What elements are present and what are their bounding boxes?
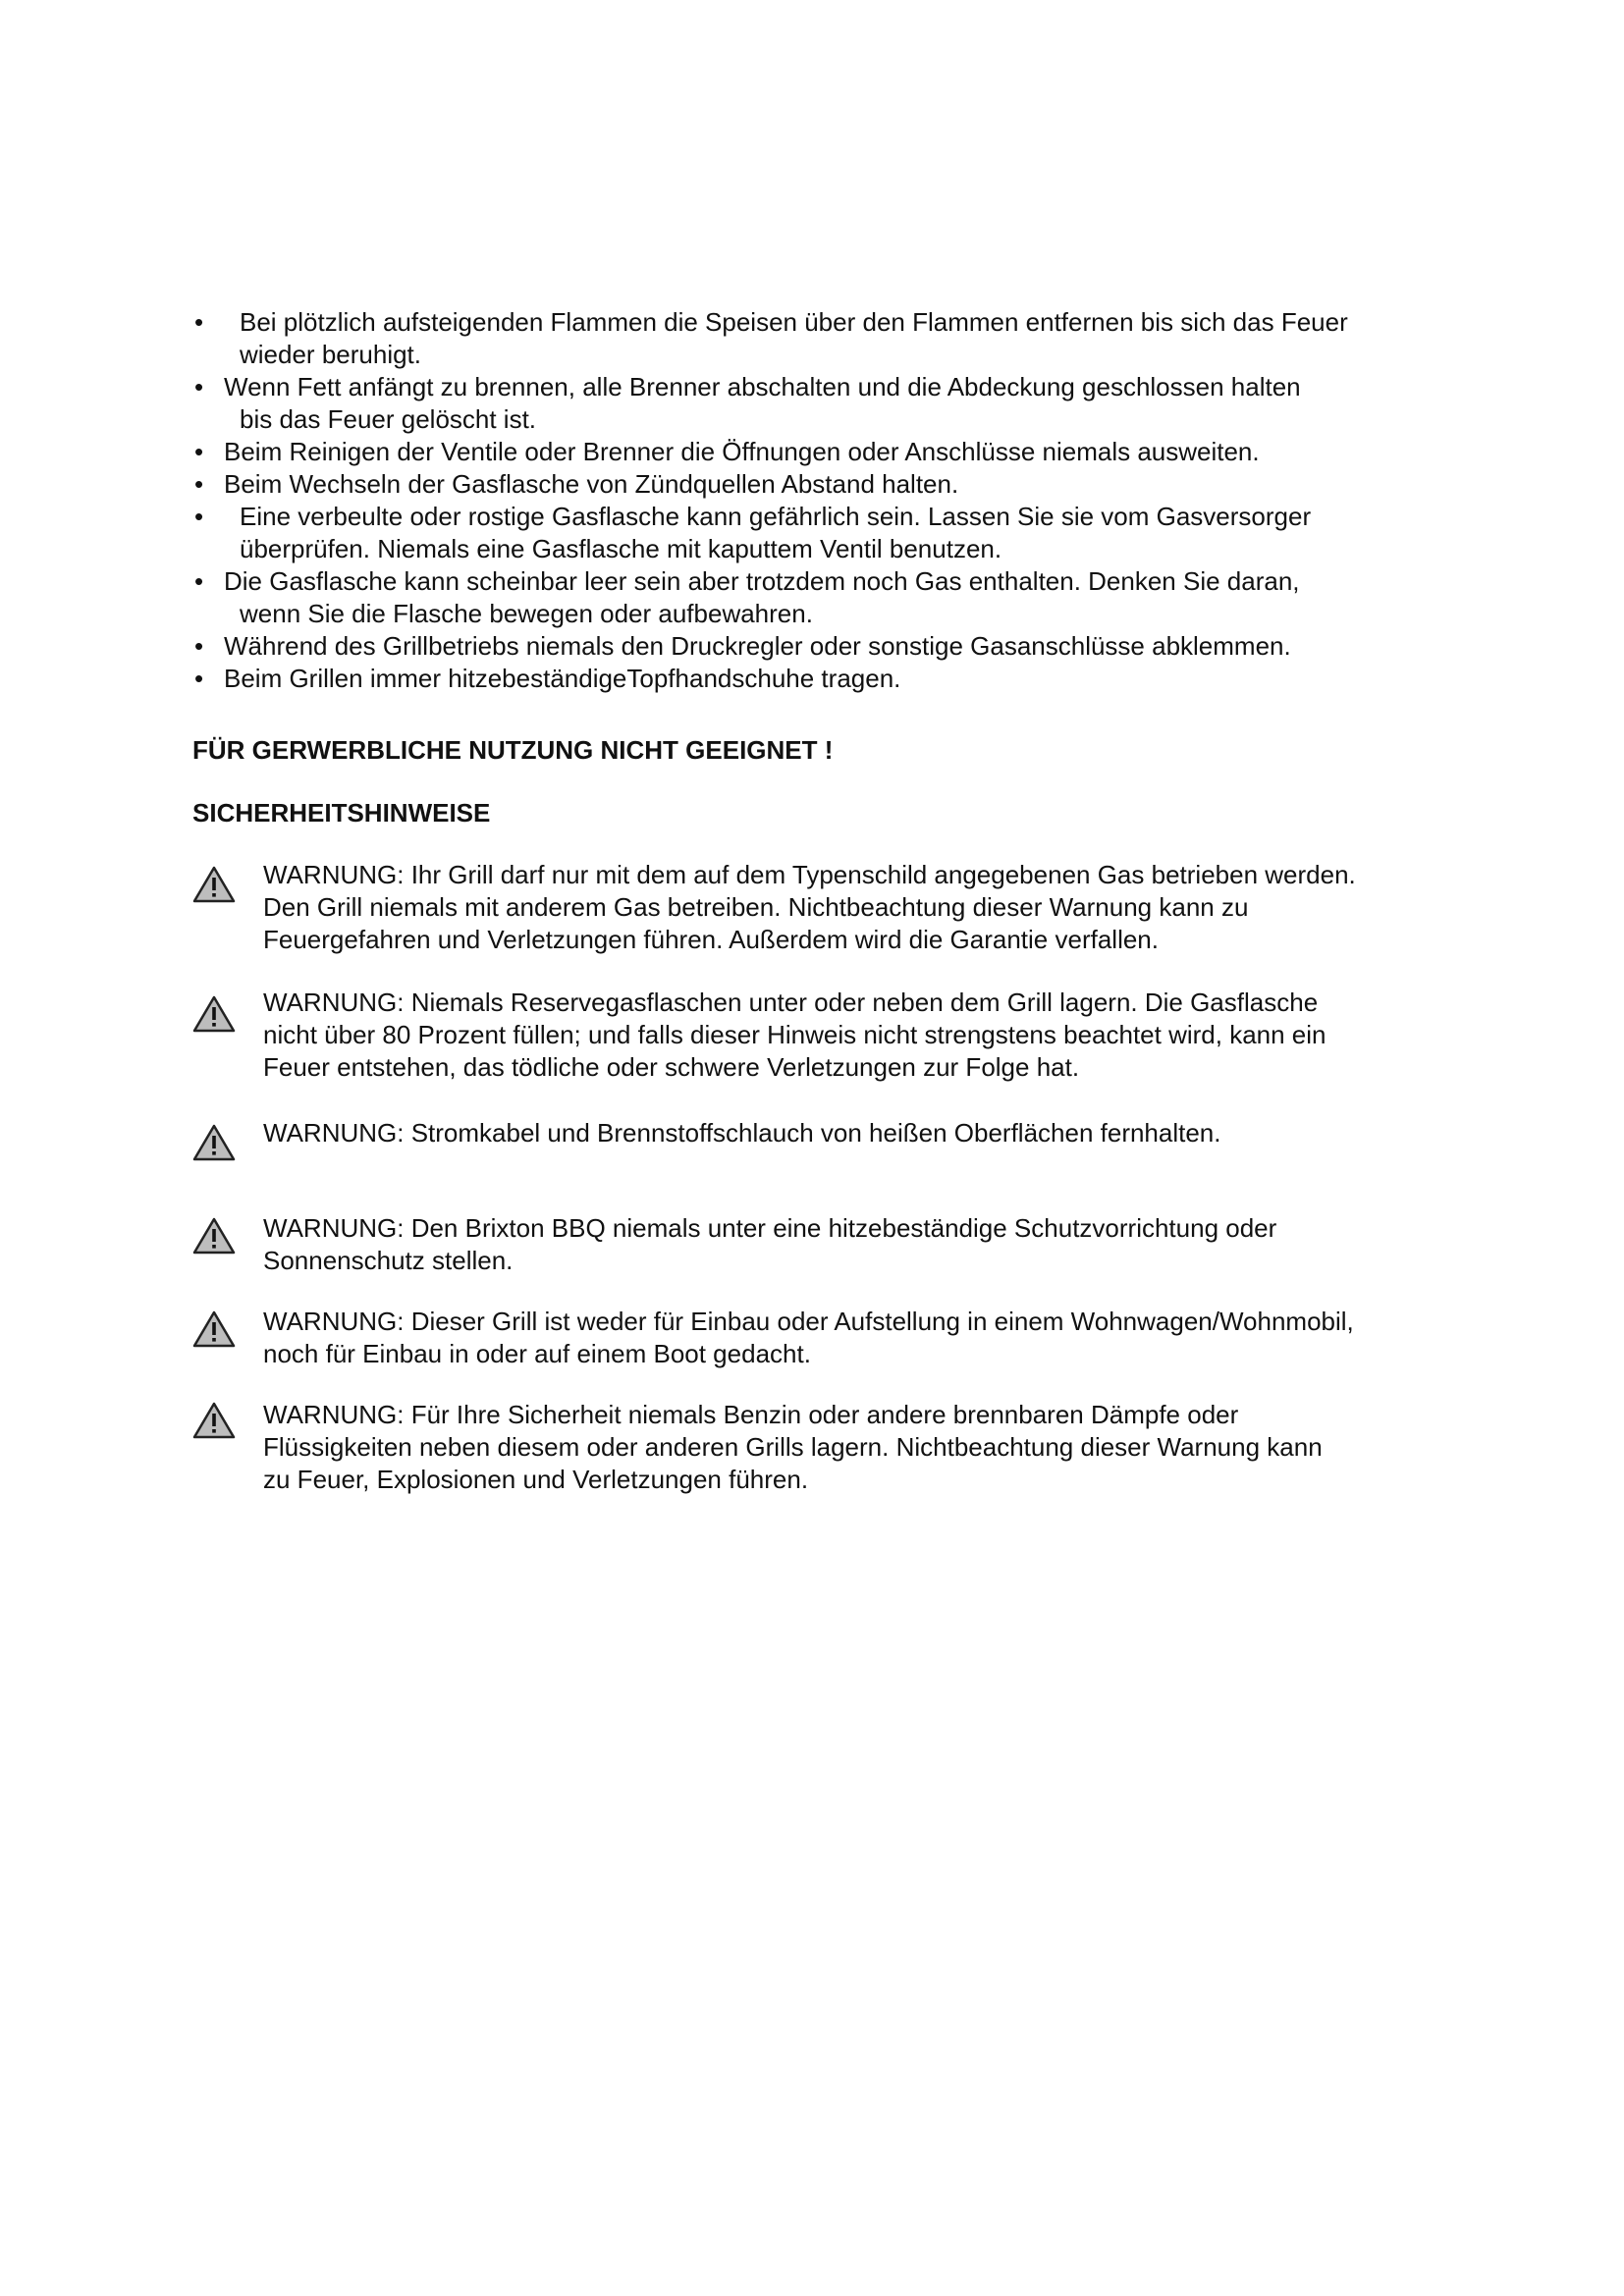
list-item xyxy=(192,306,1469,371)
list-item xyxy=(192,501,1469,565)
list-item-text: Bei plötzlich aufsteigenden Flammen die Speisen über den Flammen entfernen bis sich das Feuer xyxy=(240,307,1348,337)
warning-text xyxy=(263,859,1469,956)
warning-text-line: WARNUNG: Ihr Grill darf nur mit dem auf dem Typenschild angegebenen Gas betrieben werden. xyxy=(263,860,1356,889)
heading-safety-instructions: SICHERHEITSHINWEISE xyxy=(192,798,491,828)
list-item xyxy=(192,436,1469,468)
list-item-text: Beim Grillen immer hitzebeständigeTopfhandschuhe tragen. xyxy=(224,664,901,693)
list-item-text: Beim Reinigen der Ventile oder Brenner die Öffnungen oder Anschlüsse niemals ausweiten. xyxy=(224,437,1260,466)
warning-text-line: WARNUNG: Dieser Grill ist weder für Einbau oder Aufstellung in einem Wohnwagen/Wohnmobil, xyxy=(263,1307,1354,1336)
list-item xyxy=(192,468,1469,501)
bullet-dot: • xyxy=(194,372,204,401)
list-item xyxy=(192,565,1469,630)
list-item-text: Wenn Fett anfängt zu brennen, alle Brenner abschalten und die Abdeckung geschlossen halten xyxy=(224,372,1301,401)
safety-bullet-list xyxy=(192,306,1469,695)
warning-text-line: Feuergefahren und Verletzungen führen. Außerdem wird die Garantie verfallen. xyxy=(263,925,1159,954)
list-item-text-continued: überprüfen. Niemals eine Gasflasche mit kaputtem Ventil benutzen. xyxy=(240,534,1002,563)
list-item xyxy=(192,630,1469,663)
heading-not-for-commercial-use: FÜR GERWERBLICHE NUTZUNG NICHT GEEIGNET ! xyxy=(192,735,834,765)
bullet-dot: • xyxy=(194,437,204,466)
warning-text-line: WARNUNG: Für Ihre Sicherheit niemals Benzin oder andere brennbaren Dämpfe oder xyxy=(263,1400,1239,1429)
list-item xyxy=(192,663,1469,695)
warning-text xyxy=(263,1212,1469,1277)
warning-text-line: Den Grill niemals mit anderem Gas betreiben. Nichtbeachtung dieser Warnung kann zu xyxy=(263,892,1249,922)
list-item-text-continued: wieder beruhigt. xyxy=(240,340,421,369)
list-item-text: Beim Wechseln der Gasflasche von Zündquellen Abstand halten. xyxy=(224,469,959,499)
warning-triangle-icon xyxy=(192,1216,236,1255)
warning-text-line: Sonnenschutz stellen. xyxy=(263,1246,514,1275)
warning-text-line: Flüssigkeiten neben diesem oder anderen Grills lagern. Nichtbeachtung dieser Warnung kann xyxy=(263,1432,1323,1462)
warning-text-line: WARNUNG: Stromkabel und Brennstoffschlauch von heißen Oberflächen fernhalten. xyxy=(263,1118,1221,1148)
warning-triangle-icon xyxy=(192,865,236,904)
warning-text-line: WARNUNG: Niemals Reservegasflaschen unter oder neben dem Grill lagern. Die Gasflasche xyxy=(263,988,1319,1017)
bullet-dot: • xyxy=(194,631,204,661)
warning-triangle-icon xyxy=(192,994,236,1034)
bullet-dot: • xyxy=(194,469,204,499)
warning-text-line: noch für Einbau in oder auf einem Boot gedacht. xyxy=(263,1339,811,1368)
warning-text-line: Feuer entstehen, das tödliche oder schwere Verletzungen zur Folge hat. xyxy=(263,1052,1080,1082)
bullet-dot: • xyxy=(194,307,204,337)
bullet-dot: • xyxy=(194,664,204,693)
warning-text xyxy=(263,1399,1469,1496)
list-item-text-continued: wenn Sie die Flasche bewegen oder aufbewahren. xyxy=(240,599,813,628)
list-item-text: Eine verbeulte oder rostige Gasflasche kann gefährlich sein. Lassen Sie sie vom Gasversorger xyxy=(240,502,1312,531)
warning-triangle-icon xyxy=(192,1309,236,1349)
list-item xyxy=(192,371,1469,436)
warning-text xyxy=(263,1306,1469,1370)
warning-text xyxy=(263,1117,1469,1149)
warning-text-line: zu Feuer, Explosionen und Verletzungen führen. xyxy=(263,1465,809,1494)
warning-text-line: nicht über 80 Prozent füllen; und falls dieser Hinweis nicht strengstens beachtet wird, kann ein xyxy=(263,1020,1326,1049)
warning-triangle-icon xyxy=(192,1123,236,1162)
list-item-text: Während des Grillbetriebs niemals den Druckregler oder sonstige Gasanschlüsse abklemmen. xyxy=(224,631,1291,661)
warning-text-line: WARNUNG: Den Brixton BBQ niemals unter eine hitzebeständige Schutzvorrichtung oder xyxy=(263,1213,1277,1243)
bullet-dot: • xyxy=(194,566,204,596)
list-item-text-continued: bis das Feuer gelöscht ist. xyxy=(240,404,537,434)
bullet-dot: • xyxy=(194,502,204,531)
warning-triangle-icon xyxy=(192,1401,236,1440)
warning-text xyxy=(263,987,1469,1084)
list-item-text: Die Gasflasche kann scheinbar leer sein aber trotzdem noch Gas enthalten. Denken Sie daran, xyxy=(224,566,1300,596)
